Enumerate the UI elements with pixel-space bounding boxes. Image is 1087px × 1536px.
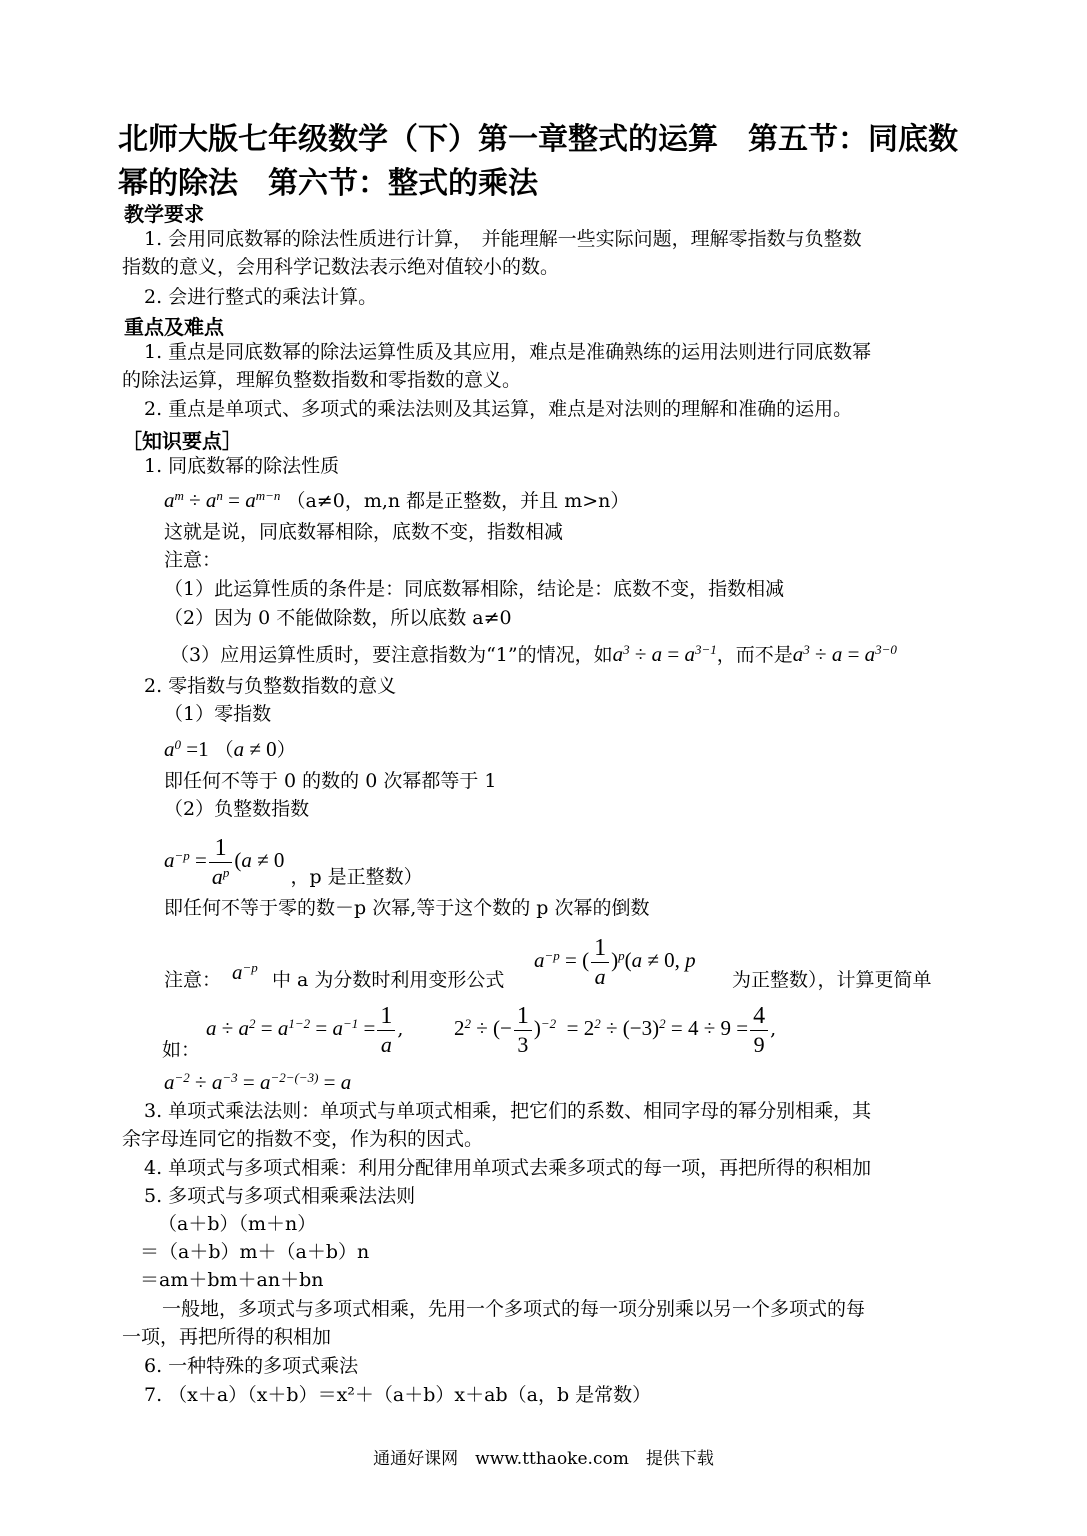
- requirement-1-line-1: 1. 会用同底数幂的除法性质进行计算， 并能理解一些实际问题，理解零指数与负整数: [144, 228, 862, 250]
- page-title: 北师大版七年级数学（下）第一章整式的运算 第五节：同底数幂的除法 第六节：整式的乘法: [118, 122, 958, 201]
- division-rule-line: [164, 486, 629, 515]
- knowledge-point-6: 6. 一种特殊的多项式乘法: [144, 1355, 359, 1377]
- note-3-correct-formula: $a^3 \div a = a^{3-1}$: [612, 641, 717, 666]
- polynomial-expansion-line-2: ＝（a＋b）m＋（a＋b）n: [140, 1241, 370, 1263]
- knowledge-point-4: 4. 单项式与多项式相乘：利用分配律用单项式去乘多项式的每一项，再把所得的积相加: [144, 1157, 872, 1179]
- negative-exponent-formula: $a^{-p}$ = $\frac{1}{a^p}$ (a ≠ 0: [164, 834, 285, 889]
- zero-exponent-subtitle: （1）零指数: [164, 703, 272, 725]
- knowledge-point-5: 5. 多项式与多项式相乘乘法法则: [144, 1185, 416, 1207]
- example-3: $a^{-2} \div a^{-3} = a^{-2-(-3)} = a$: [164, 1069, 352, 1094]
- page-footer: 通通好课网 www.tthaoke.com 提供下载: [373, 1449, 714, 1469]
- example-label: 如：: [162, 1039, 201, 1061]
- key-point-2: 2. 重点是单项式、多项式的乘法法则及其运算，难点是对法则的理解和准确的运用。: [144, 398, 853, 420]
- knowledge-points-heading: ［知识要点］: [122, 429, 242, 453]
- note-label-2: 注意：: [164, 969, 222, 991]
- knowledge-point-3-line-1: 3. 单项式乘法法则：单项式与单项式相乘，把它们的系数、相同字母的幂分别相乘，其: [144, 1100, 872, 1122]
- key-point-1-line-2: 的除法运算，理解负整数指数和零指数的意义。: [122, 369, 522, 391]
- zero-exponent-formula: $a^0 =1$ （a ≠ 0）: [164, 736, 296, 761]
- negative-exponent-formula-line: [164, 830, 423, 891]
- note-3-text: （3）应用运算性质时，要注意指数为“1”的情况，如: [170, 644, 613, 666]
- knowledge-point-2-title: 2. 零指数与负整数指数的意义: [144, 675, 397, 697]
- key-points-heading: 重点及难点: [124, 315, 224, 339]
- zero-exponent-explanation: 即任何不等于 0 的数的 0 次幂都等于 1: [164, 770, 497, 792]
- negative-exponent-explanation: 即任何不等于零的数－p 次幂,等于这个数的 p 次幂的倒数: [164, 897, 650, 919]
- note-3-wrong-formula: $a^3 \div a = a^{3-0}$: [792, 641, 897, 666]
- note-3-contrast: ，而不是: [716, 644, 793, 666]
- polynomial-expansion-line-1: （a＋b）（m＋n）: [158, 1213, 317, 1235]
- knowledge-point-7: 7. （x＋a）（x＋b）＝x²＋（a＋b）x＋ab（a，b 是常数）: [144, 1384, 652, 1406]
- knowledge-point-1-title: 1. 同底数幂的除法性质: [144, 455, 340, 477]
- note-a-negative-p: $a^{-p}$: [232, 959, 258, 984]
- negative-exponent-subtitle: （2）负整数指数: [164, 798, 310, 820]
- note-3-line: [170, 640, 897, 669]
- requirement-1-line-2: 指数的意义，会用科学记数法表示绝对值较小的数。: [122, 256, 560, 278]
- requirement-2: 2. 会进行整式的乘法计算。: [144, 286, 378, 308]
- division-rule-condition: （a≠0，m,n 都是正整数，并且 m>n）: [286, 490, 630, 512]
- note-2: （2）因为 0 不能做除数，所以底数 a≠0: [164, 607, 512, 629]
- example-1: $a \div a^2 = a^{1-2} = a^{-1}$ = $\frac{1}{a}$ ,: [206, 1002, 404, 1057]
- fraction-base-note: 中 a 为分数时利用变形公式: [272, 969, 505, 991]
- example-2: $2^2$ ÷ (− $\frac{1}{3}$ )$^{-2} = 2^2 \div (-3)^2 = 4 \div 9$ = $\frac{4}{9}$ ,: [454, 1002, 777, 1057]
- teaching-requirements-heading: 教学要求: [124, 202, 204, 226]
- polynomial-expansion-line-3: ＝am＋bm＋an＋bn: [140, 1269, 324, 1291]
- key-point-1-line-1: 1. 重点是同底数幂的除法运算性质及其应用，难点是准确熟练的运用法则进行同底数幂: [144, 341, 872, 363]
- knowledge-point-3-line-2: 余字母连同它的指数不变，作为积的因式。: [122, 1128, 484, 1150]
- note-1: （1）此运算性质的条件是：同底数幂相除，结论是：底数不变，指数相减: [164, 578, 785, 600]
- polynomial-rule-line-2: 一项，再把所得的积相加: [122, 1326, 332, 1348]
- transform-formula-condition: 为正整数），计算更简单: [732, 969, 932, 991]
- negative-exponent-condition: ，p 是正整数）: [290, 866, 423, 888]
- polynomial-rule-line-1: 一般地，多项式与多项式相乘，先用一个多项式的每一项分别乘以另一个多项式的每: [162, 1298, 866, 1320]
- division-rule-explanation: 这就是说，同底数幂相除，底数不变，指数相减: [164, 521, 564, 543]
- note-label-1: 注意：: [164, 549, 222, 571]
- division-rule-formula: $a^m \div a^n = a^{m-n}$: [164, 487, 281, 512]
- transform-formula: $a^{-p}$ = ( $\frac{1}{a}$ )$^p$(a ≠ 0, p: [534, 934, 696, 989]
